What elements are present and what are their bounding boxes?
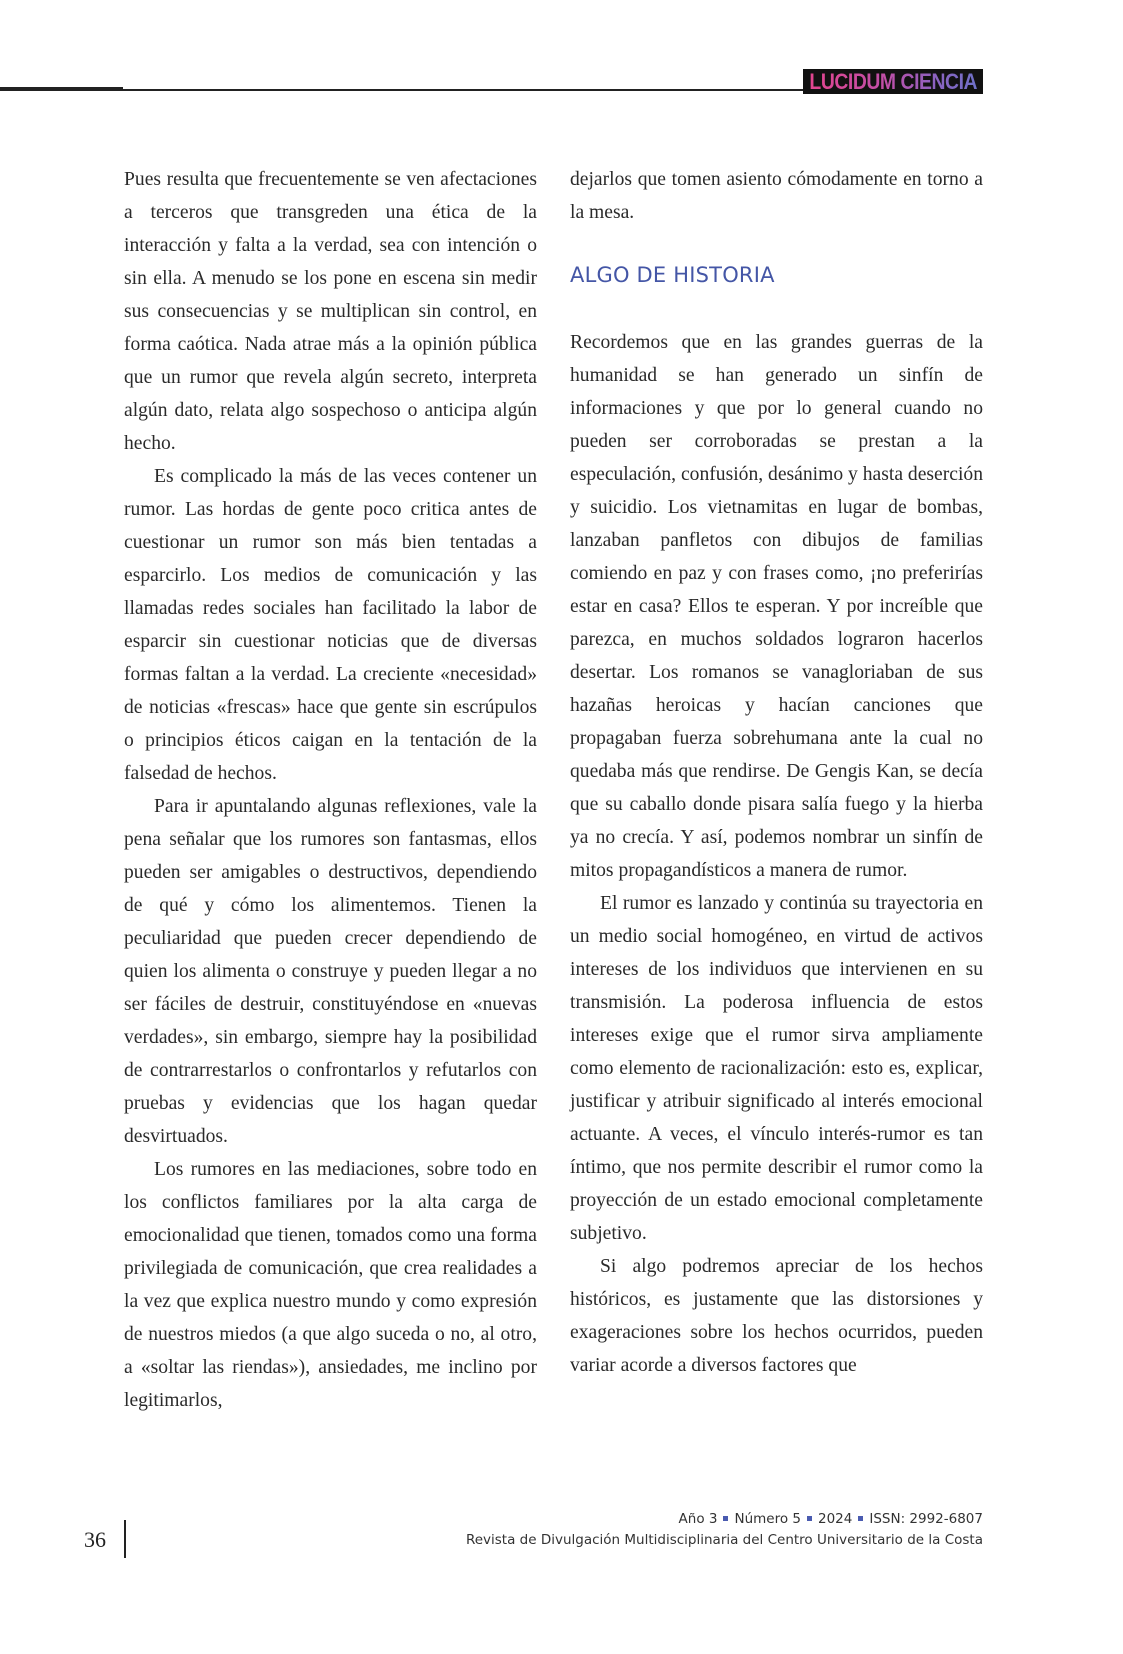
issue-number: Número 5 xyxy=(734,1511,801,1527)
footer-info xyxy=(466,1509,983,1551)
page-number: 36 xyxy=(84,1527,106,1552)
left-column xyxy=(124,163,537,1417)
paragraph: Para ir apuntalando algunas reflexiones, vale la pena señalar que los rumores son fantasmas, ellos pueden ser amigables o destructivos, dependiendo de qué y cómo los alimentemos. Tienen la peculiaridad que pueden crecer dependiendo de quien los alimenta o construye y pueden llegar a no ser fáciles de destruir, constituyéndose en «nuevas verdades», sin embargo, siempre hay la posibilidad de contrarrestarlos o confrontarlos y refutarlos con pruebas y evidencias que los hagan quedar desvirtuados. xyxy=(124,796,537,1147)
paragraph: El rumor es lanzado y continúa su trayectoria en un medio social homogéneo, en virtud de activos intereses de los individuos que intervienen en su transmisión. La poderosa influencia de estos intereses exige que el rumor sirva ampliamente como elemento de racionalización: esto es, explicar, justificar y atribuir significado al interés emocional actuante. A veces, el vínculo interés-rumor es tan íntimo, que nos permite describir el rumor como la proyección de un estado emocional completamente subjetivo. xyxy=(570,893,983,1244)
issue-line xyxy=(466,1509,983,1530)
logo-text: LUCIDUM CIENCIA xyxy=(809,68,977,94)
header-rule-thick xyxy=(0,87,123,91)
footer-divider xyxy=(124,1520,126,1558)
issn: ISSN: 2992-6807 xyxy=(869,1511,983,1527)
paragraph: Recordemos que en las grandes guerras de la humanidad se han generado un sinfín de informaciones y que por lo general cuando no pueden ser corroboradas se prestan a la especulación, confusión, desánimo y hasta deserción y suicidio. Los vietnamitas en lugar de bombas, lanzaban panfletos con dibujos de familias comiendo en paz y con frases como, ¡no preferirías estar en casa? Ellos te esperan. Y por increíble que parezca, en muchos soldados lograron hacerlos desertar. Los romanos se vanagloriaban de sus hazañas heroicas y hacían canciones que propagaban fuerza sobrehumana ante la cual no quedaba más que rendirse. De Gengis Kan, se decía que su caballo donde pisara salía fuego y la hierba ya no crecía. Y así, podemos nombrar un sinfín de mitos propagandísticos a manera de rumor. xyxy=(570,332,983,881)
bullet-icon xyxy=(858,1516,863,1521)
bullet-icon xyxy=(807,1516,812,1521)
paragraph: dejarlos que tomen asiento cómodamente en torno a la mesa. xyxy=(570,169,983,223)
paragraph: Si algo podremos apreciar de los hechos históricos, es justamente que las distorsiones y exageraciones sobre los hechos ocurridos, pueden variar acorde a diversos factores que xyxy=(570,1256,983,1376)
issue-date: 2024 xyxy=(817,1511,853,1527)
right-column xyxy=(570,163,983,1382)
header-rule-thin xyxy=(123,89,805,91)
issue-year: Año 3 xyxy=(678,1511,718,1527)
journal-logo xyxy=(803,69,983,94)
bullet-icon xyxy=(723,1516,728,1521)
paragraph: Es complicado la más de las veces contener un rumor. Las hordas de gente poco critica antes de cuestionar un rumor son más bien tentadas a esparcirlo. Los medios de comunicación y las llamadas redes sociales han facilitado la labor de esparcir sin cuestionar noticias que de diversas formas faltan a la verdad. La creciente «necesidad» de noticias «frescas» hace que gente sin escrúpulos o principios éticos caigan en la tentación de la falsedad de hechos. xyxy=(124,466,537,784)
journal-name: Revista de Divulgación Multidisciplinaria del Centro Universitario de la Costa xyxy=(465,1532,983,1548)
paragraph: Los rumores en las mediaciones, sobre todo en los conflictos familiares por la alta carga de emocionalidad que tienen, tomados como una forma privilegiada de comunicación, que crea realidades a la vez que explica nuestro mundo y como expresión de nuestros miedos (a que algo suceda o no, al otro, a «soltar las riendas»), ansiedades, me inclino por legitimarlos, xyxy=(124,1159,537,1411)
paragraph: Pues resulta que frecuentemente se ven afectaciones a terceros que transgreden una ética de la interacción y falta a la verdad, sea con intención o sin ella. A menudo se los pone en escena sin medir sus consecuencias y se multiplican sin control, en forma caótica. Nada atrae más a la opinión pública que un rumor que revela algún secreto, interpreta algún dato, relata algo sospechoso o anticipa algún hecho. xyxy=(124,169,537,454)
section-heading: ALGO DE HISTORIA xyxy=(570,263,775,287)
